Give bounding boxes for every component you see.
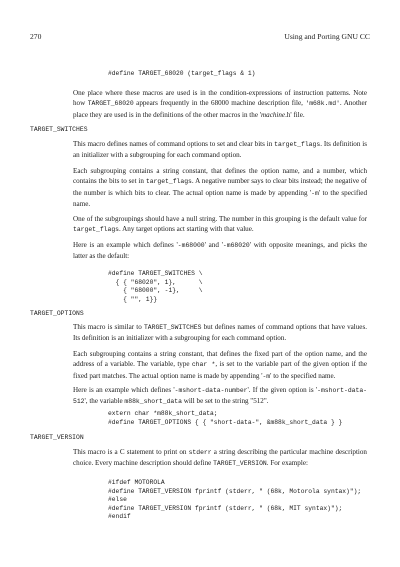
paragraph-macro-usage: One place where these macros are used is in the condition-expressions of instruction patterns. Note how TARGET_68020 appears frequently in the 68000 machine description file, 'm68k.md'. Another place they are used is in the definitions of the other macros in the 'machine.h' file. <box>73 89 367 119</box>
options-subgrouping: Each subgrouping contains a string constant, that defines the fixed part of the option name, and the address of a variable. The variable, type char *, is set to the variable part of the given option if the fixed part matches. The actual option name is made by appending '-m' to the specified name. <box>73 350 367 380</box>
switches-null-string: One of the subgroupings should have a null string. The number in this grouping is the default value for target_flags. Any target options act starting with that value. <box>73 215 367 234</box>
code-target-options-example: extern char *m88k_short_data; #define TARGET_OPTIONS { { "short-data-", &m88k_short_data } } <box>108 410 343 426</box>
code-define-target-68020: #define TARGET_68020 (target_flags & 1) <box>108 70 256 77</box>
code-target-switches-example: #define TARGET_SWITCHES \ { { "68020", 1}, \ { "68000", -1}, \ { "", 1}} <box>108 270 203 303</box>
switches-subgrouping: Each subgrouping contains a string constant, that defines the option name, and a number, which contains the bits to set in target_flags. A negative number says to clear bits instead; the negative of the number is which bits to clear. The actual option name is made by appending '-m' to the specified name. <box>73 167 367 209</box>
options-example-intro: Here is an example which defines '-mshort-data-number'. If the given option is '-mshort-data-512', the variable m88k_short_data will be set to the string "512". <box>73 386 367 406</box>
version-description: This macro is a C statement to print on stderr a string describing the particular machine description choice. Every machine description should define TARGET_VERSION. For example: <box>73 448 367 468</box>
running-title: Using and Porting GNU CC <box>284 32 370 41</box>
code-target-version-example: #ifdef MOTOROLA #define TARGET_VERSION fprintf (stderr, " (68k, Motorola syntax)"); #else #define TARGET_VERSION fprintf (stderr, " (68k, MIT syntax)"); #endif <box>108 479 362 521</box>
page-header <box>30 32 370 44</box>
term-target-options: TARGET_OPTIONS <box>30 310 84 317</box>
term-target-switches: TARGET_SWITCHES <box>30 126 88 133</box>
switches-description: This macro defines names of command options to set and clear bits in target_flags. Its definition is an initializer with a subgrouping for each command option. <box>73 140 367 160</box>
switches-example-intro: Here is an example which defines '-m68000' and '-m68020' with opposite meanings, and picks the latter as the default: <box>73 241 367 261</box>
term-target-version: TARGET_VERSION <box>30 434 84 441</box>
options-description: This macro is similar to TARGET_SWITCHES but defines names of command options that have values. Its definition is an initializer with a subgrouping for each command option. <box>73 323 367 343</box>
page-number: 270 <box>30 32 42 41</box>
